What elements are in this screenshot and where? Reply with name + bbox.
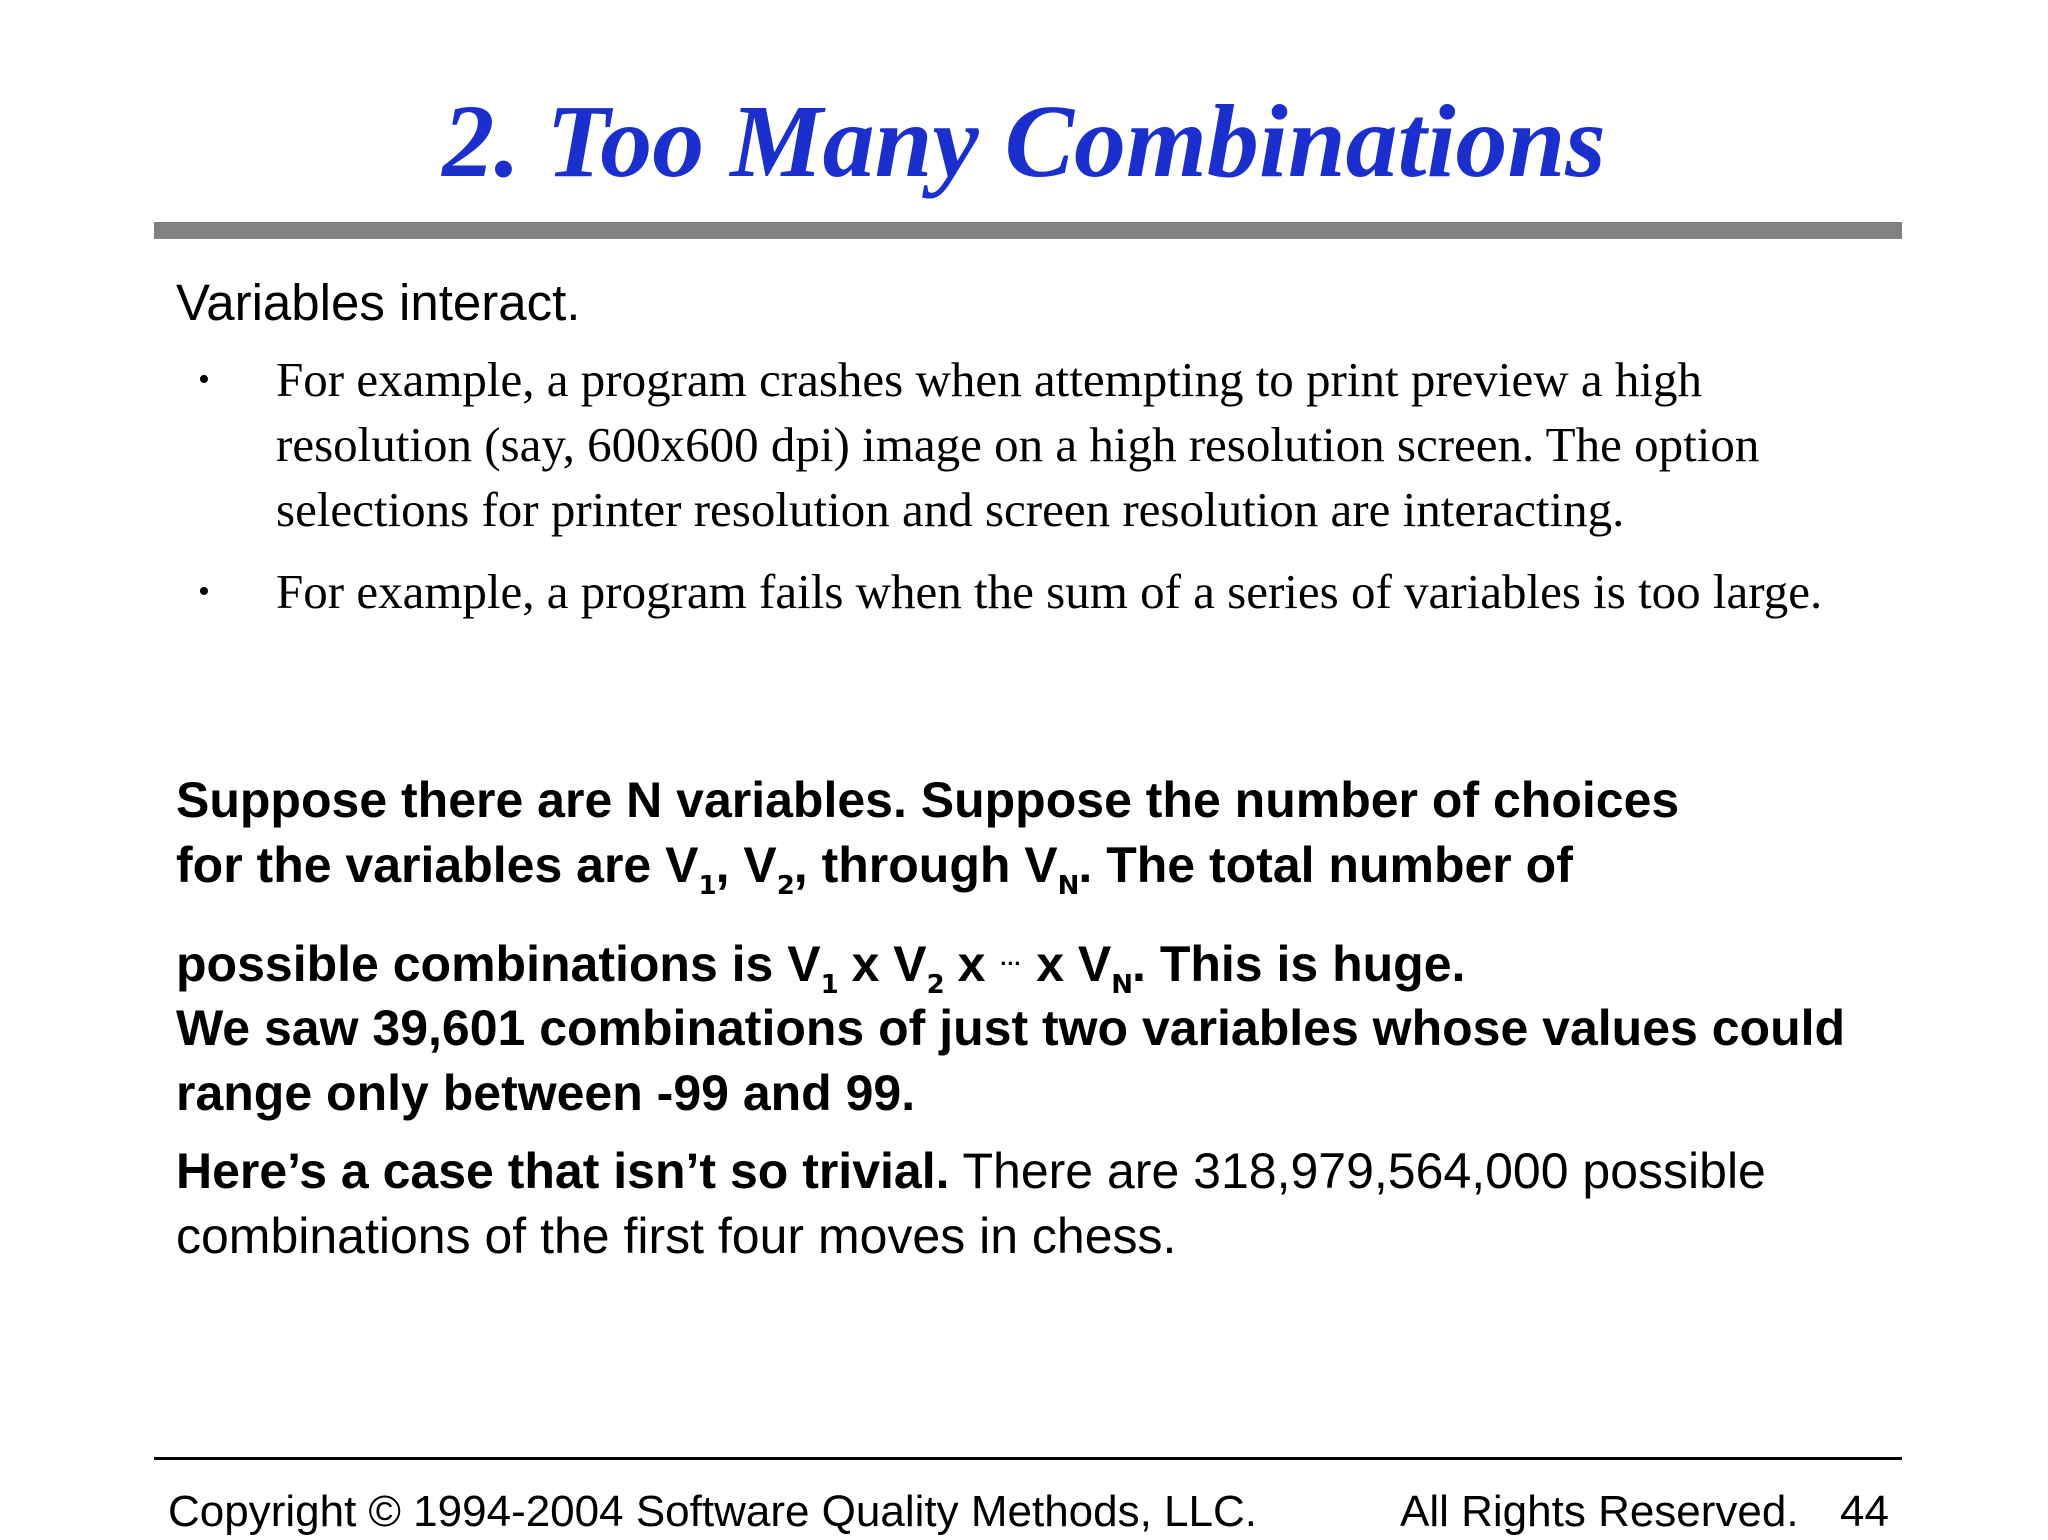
footer-copyright: Copyright © 1994-2004 Software Quality Methods, LLC. <box>168 1487 1257 1536</box>
para1-line1: Suppose there are N variables. Suppose the number of choices <box>176 772 1680 828</box>
combinations-paragraph <box>176 768 1896 1024</box>
subscript: 1 <box>820 970 838 1000</box>
footer-divider <box>154 1457 1902 1460</box>
para1-text: , V <box>715 837 777 893</box>
bullet-item <box>176 347 1896 542</box>
chess-paragraph <box>176 1139 1896 1269</box>
bullet-text: For example, a program fails when the sum of a series of variables is too large. <box>276 564 1823 619</box>
bullet-dot-icon: • <box>198 361 210 398</box>
subscript: 1 <box>698 871 716 901</box>
para1-text: x V <box>837 936 927 992</box>
para1-text: . This is huge. <box>1132 936 1466 992</box>
chess-lead-text: Here’s a case that isn’t so trivial. <box>176 1143 950 1199</box>
page-number: 44 <box>1840 1487 1889 1536</box>
subscript: 2 <box>776 871 794 901</box>
intro-text: Variables interact. <box>176 274 581 331</box>
para1-text: x <box>943 936 1000 992</box>
ellipsis-mark: … <box>999 945 1023 970</box>
title-divider <box>154 222 1902 239</box>
para1-line2-prefix: for the variables are V <box>176 837 699 893</box>
subscript: N <box>1111 970 1133 1000</box>
subscript: N <box>1057 871 1079 901</box>
range-paragraph: We saw 39,601 combinations of just two variables whose values could range only between -99 and 99. <box>176 1000 1846 1121</box>
example-bullet-list <box>176 347 1896 641</box>
para1-text: . The total number of <box>1078 837 1573 893</box>
slide-title: 2. Too Many Combinations <box>442 84 1606 199</box>
bullet-text: For example, a program crashes when attempting to print preview a high resolution (say, 600x600 dpi) image on a high resolution screen. The option selections for printer resolution and screen resolution are interacting. <box>276 352 1760 537</box>
para1-text: , through V <box>793 837 1058 893</box>
footer-rights: All Rights Reserved. <box>1400 1487 1799 1536</box>
para1-text: x V <box>1022 936 1112 992</box>
bullet-dot-icon: • <box>198 573 210 610</box>
chess-body-text: There are 318,979,564,000 possible combinations of the first four moves in chess. <box>176 1143 1766 1264</box>
subscript: 2 <box>926 970 944 1000</box>
para1-text: possible combinations is V <box>176 936 821 992</box>
bullet-item <box>176 559 1896 624</box>
